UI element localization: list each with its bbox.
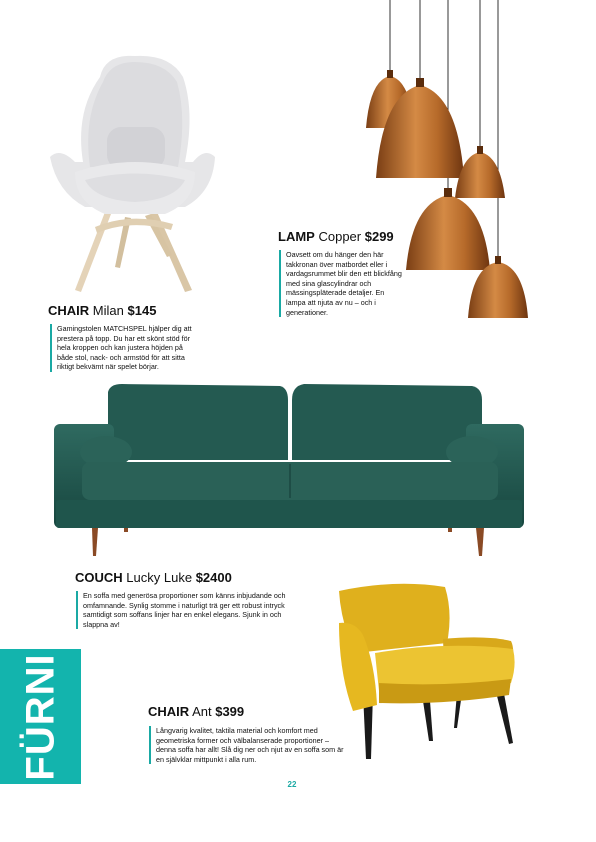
couch-title — [75, 570, 232, 586]
couch-lucky-luke-image — [52, 380, 526, 560]
chair-ant-price: $399 — [215, 704, 245, 719]
page-number: 22 — [287, 780, 297, 789]
brand-logo-block — [0, 649, 81, 784]
lamp-name: Copper — [318, 229, 362, 244]
chair-milan-name: Milan — [92, 303, 124, 318]
couch-name: Lucky Luke — [126, 570, 193, 585]
lamp-category: LAMP — [278, 229, 315, 244]
chair-milan-image — [45, 52, 225, 297]
lamp-price: $299 — [364, 229, 394, 244]
couch-category: COUCH — [75, 570, 123, 585]
chair-milan-description: Gamingstolen MATCHSPEL hjälper dig att prestera på topp. Du har ett skönt stöd för hela kroppen och kan justera höjden på både stol, nack- och armstöd för att sitta riktigt bekvämt när spelet börjar. — [50, 324, 196, 372]
chair-milan-price: $145 — [127, 303, 157, 318]
chair-milan-category: CHAIR — [48, 303, 90, 318]
chair-ant-category: CHAIR — [148, 704, 190, 719]
chair-ant-description: Långvarig kvalitet, taktila material och komfort med geometriska former och välbalanserade proportioner – denna soffa har allt! Slå dig ner och njut av en soffa som är en självklar mittpunkt i alla rum. — [149, 726, 347, 764]
couch-description: En soffa med generösa proportioner som känns inbjudande och omfamnande. Synlig stomme i naturligt trä ger ett robust intryck samtidigt som soffans linjer har en enkel elegans. Sjunk in och slappna av! — [76, 591, 290, 629]
chair-ant-name: Ant — [192, 704, 212, 719]
brand-logo: FÜRNI — [18, 652, 62, 781]
couch-price: $2400 — [195, 570, 232, 585]
lamp-description: Oavsett om du hänger den här takkronan över matbordet eller i vardagsrummet blir den ett blickfång med sina glascylindrar och mässingspläterade detaljer. En lampa att njuta av nu – och i generationer. — [279, 250, 403, 317]
chair-ant-image — [335, 583, 520, 760]
chair-milan-title — [48, 303, 156, 319]
lamp-title — [278, 229, 394, 245]
chair-ant-title — [148, 704, 244, 720]
